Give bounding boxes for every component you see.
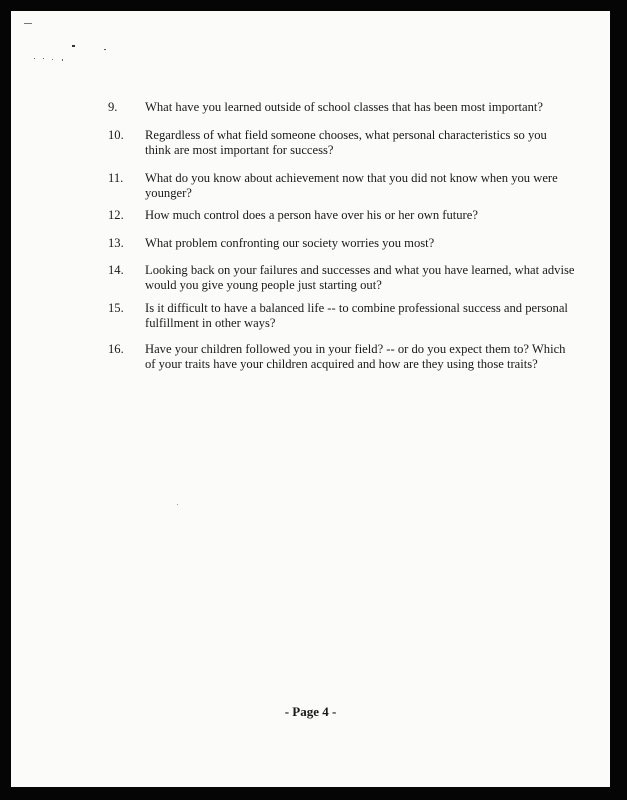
question-number: 14.	[108, 263, 124, 277]
question-number: 13.	[108, 236, 124, 250]
question-number: 12.	[108, 208, 124, 222]
question-text: Is it difficult to have a balanced life -- to combine professional success and personal fulfillment in other ways?	[145, 301, 568, 330]
question-text: How much control does a person have over his or her own future?	[145, 208, 478, 222]
question-text: Regardless of what field someone chooses, what personal characteristics so you think are most important for success?	[145, 128, 547, 157]
question-text: What do you know about achievement now that you did not know when you were younger?	[145, 171, 558, 200]
question-list	[11, 11, 610, 787]
page-number-footer: - Page 4 -	[284, 704, 337, 719]
question-text: Have your children followed you in your field? -- or do you expect them to? Which of your traits have your children acquired and how are they using those traits?	[145, 342, 566, 371]
question-text: What have you learned outside of school classes that has been most important?	[145, 100, 543, 114]
question-number: 9.	[108, 100, 118, 114]
question-number: 10.	[108, 128, 124, 142]
question-number: 16.	[108, 342, 124, 356]
question-text: What problem confronting our society worries you most?	[145, 236, 435, 250]
question-text: Looking back on your failures and successes and what you have learned, what advise would you give young people just starting out?	[145, 263, 575, 292]
document-page	[11, 11, 610, 787]
scan-speck	[177, 504, 178, 505]
question-number: 15.	[108, 301, 124, 315]
question-number: 11.	[108, 171, 124, 185]
